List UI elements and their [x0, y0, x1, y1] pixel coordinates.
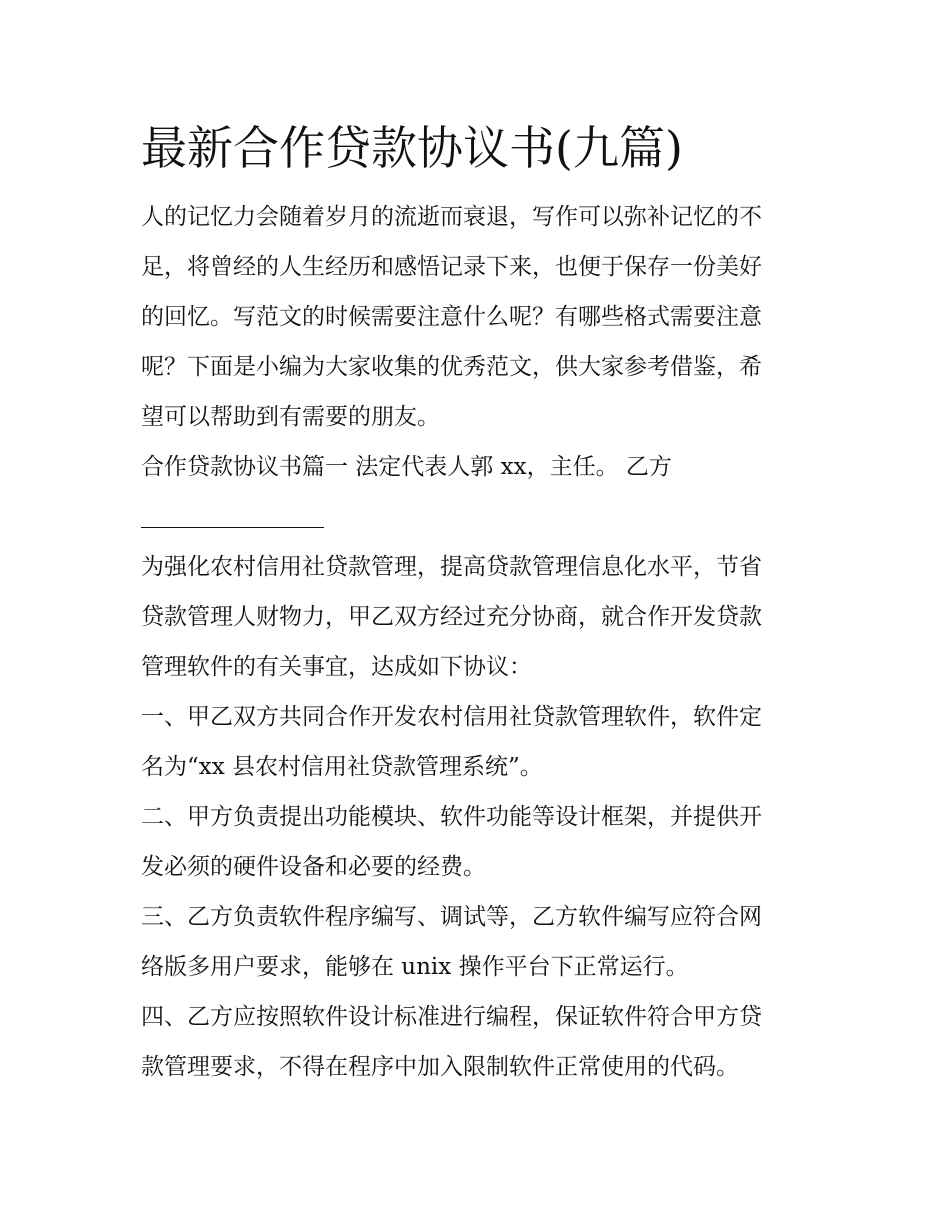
intro-paragraph	[141, 192, 813, 442]
intro-line: 的回忆。写范文的时候需要注意什么呢？有哪些格式需要注意	[141, 304, 762, 330]
preamble-line: 贷款管理人财物力，甲乙双方经过充分协商，就合作开发贷款	[141, 604, 762, 630]
document-title: 最新合作贷款协议书(九篇)	[141, 121, 683, 175]
clause-line: 四、乙方应按照软件设计标准进行编程，保证软件符合甲方贷	[141, 1004, 762, 1030]
intro-line: 人的记忆力会随着岁月的流逝而衰退，写作可以弥补记忆的不	[141, 204, 762, 230]
clause-3	[141, 892, 813, 992]
document-page	[141, 112, 813, 1092]
clause-line: 二、甲方负责提出功能模块、软件功能等设计框架，并提供开	[141, 804, 762, 830]
clause-4	[141, 992, 813, 1092]
blank-underline	[141, 527, 324, 528]
clause-line: 一、甲乙双方共同合作开发农村信用社贷款管理软件，软件定	[141, 704, 762, 730]
intro-line: 足，将曾经的人生经历和感悟记录下来，也便于保存一份美好	[141, 254, 762, 280]
clause-line: 发必须的硬件设备和必要的经费。	[141, 854, 486, 880]
intro-line: 望可以帮助到有需要的朋友。	[141, 404, 440, 430]
preamble-line: 管理软件的有关事宜，达成如下协议：	[141, 654, 532, 680]
preamble-paragraph	[141, 542, 813, 692]
clause-line: 三、乙方负责软件程序编写、调试等，乙方软件编写应符合网	[141, 904, 762, 930]
signature-blank	[141, 492, 813, 542]
clause-1	[141, 692, 813, 792]
section-heading-paragraph	[141, 442, 813, 542]
clause-line: 款管理要求，不得在程序中加入限制软件正常使用的代码。	[141, 1054, 739, 1080]
intro-line: 呢？下面是小编为大家收集的优秀范文，供大家参考借鉴，希	[141, 354, 762, 380]
preamble-line: 为强化农村信用社贷款管理，提高贷款管理信息化水平，节省	[141, 554, 762, 580]
section-heading-line: 合作贷款协议书篇一 法定代表人郭 xx，主任。 乙方	[141, 454, 672, 480]
clause-2	[141, 792, 813, 892]
clause-line: 络版多用户要求，能够在 unix 操作平台下正常运行。	[141, 954, 689, 980]
clause-line: 名为“xx 县农村信用社贷款管理系统”。	[141, 754, 543, 780]
